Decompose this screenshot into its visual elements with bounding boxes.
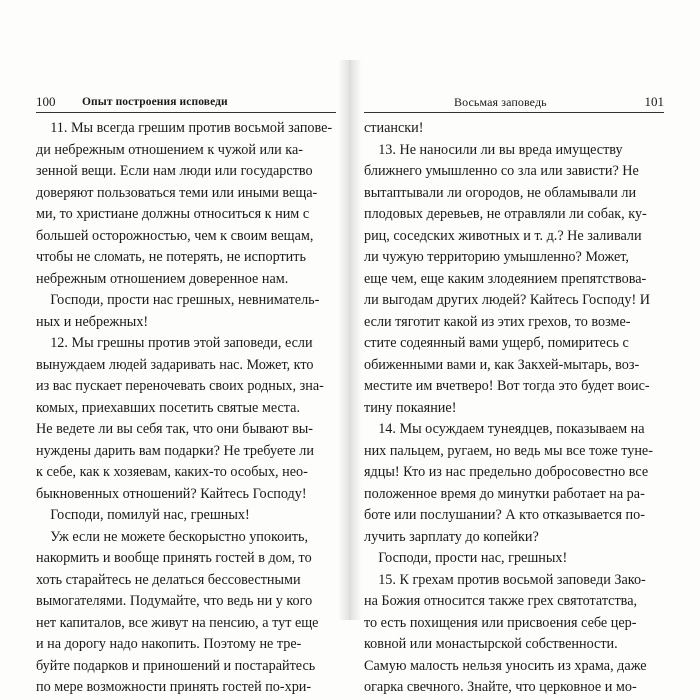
text-line: Уж если не можете бескорыстно упокоить, <box>36 528 309 545</box>
text-line: Господи, прости нас, грешных! <box>364 550 568 566</box>
text-line: плодовых деревьев, не отравляли ли собак, ку- <box>364 206 647 222</box>
text-line: хоть старайтесь не делаться бессовестными <box>36 571 301 588</box>
text-line: ли чужую территорию умышленно? Может, <box>364 249 629 265</box>
text-line: ковной или монастырской собственности. <box>364 636 618 652</box>
text-line: то есть похищения или присвоения себе цер- <box>364 614 637 631</box>
page-number: 100 <box>36 94 56 109</box>
text-line: 15. К грехам против восьмой заповеди Зако- <box>364 571 646 588</box>
text-line: большей осторожностью, чем к своим вещам, <box>36 227 314 244</box>
running-head: Восьмая заповедь <box>454 95 547 109</box>
running-head: Опыт построения исповеди <box>82 96 228 108</box>
text-line: буйте подарков и приношений и постарайтесь <box>36 657 316 674</box>
text-line: лучить зарплату до копейки? <box>364 528 539 545</box>
text-line: быкновенных отношений? Кайтесь Господу! <box>36 485 307 502</box>
text-line: них пальцем, ругаем, но ведь мы все тоже туне- <box>364 442 653 459</box>
text-line: по мере возможности принять гостей по-хри- <box>36 679 312 695</box>
text-line: нуждены дарить вам подарки? Не требуете ли <box>36 442 314 459</box>
text-line: ми, то христиане должны относиться к ним с <box>36 206 310 222</box>
page-body-text <box>36 118 336 699</box>
text-line: небрежным отношением доверенное нам. <box>36 270 289 287</box>
right-page <box>350 0 700 700</box>
text-line: ядцы! Кто из нас предельно добросовестно все <box>364 464 649 480</box>
text-line: и на дорогу надо накопить. Поэтому не тре- <box>36 636 302 652</box>
text-line: тину покаяние! <box>364 399 457 416</box>
text-line: стите содеянный вами ущерб, помиритесь с <box>364 335 629 351</box>
text-line: огарка свечного. Знайте, что церковное и мо- <box>364 679 637 695</box>
text-line: 13. Не наносили ли вы вреда имуществу <box>364 141 623 158</box>
text-line: вытаптывали ли огородов, не обламывали ли <box>364 184 637 201</box>
text-line: Не ведете ли вы себя так, что они бывают вы- <box>36 421 314 437</box>
text-line: нет капиталов, все живут на пенсию, а тут еще <box>36 614 319 631</box>
text-line: 14. Мы осуждаем тунеядцев, показываем на <box>364 421 645 437</box>
text-line: из вас пускает переночевать своих родных, зна- <box>36 378 324 394</box>
text-line: ли выгодам других людей? Кайтесь Господу! И <box>364 292 650 308</box>
text-line: боте или послушании? А кто отказывается по- <box>364 507 645 523</box>
text-line: Господи, прости нас грешных, невниматель- <box>36 292 320 308</box>
text-line: доверяют пользоваться теми или иными веща- <box>36 184 318 201</box>
text-line: комых, приехавших посетить святые места. <box>36 399 301 416</box>
text-line: обиженными вами и, как Закхей-мытарь, воз- <box>364 356 640 373</box>
text-line: зенной вещи. Если нам люди или государство <box>36 163 313 179</box>
header-rule <box>36 112 336 113</box>
text-line: Самую малость нельзя уносить из храма, даже <box>364 657 647 674</box>
text-line: ближнего умышленно со зла или зависти? Не <box>364 163 639 179</box>
text-line: 11. Мы всегда грешим против восьмой запове- <box>36 120 333 136</box>
page-body-text <box>364 118 664 699</box>
text-line: к себе, как к хозяевам, каких-то особых, нео- <box>36 464 308 480</box>
text-line: местите им вчетверо! Вот тогда это будет воис- <box>364 378 650 394</box>
text-line: еще чем, еще каким злодеянием препятствова- <box>364 270 647 287</box>
text-line: положенное время до минутки работает на ра- <box>364 485 645 502</box>
text-line: вынуждаем людей задаривать нас. Может, кто <box>36 356 314 373</box>
text-line: стиански! <box>364 120 424 136</box>
header-rule <box>364 112 664 113</box>
text-line: Господи, помилуй нас, грешных! <box>36 507 250 523</box>
text-line: на Божия относится также грех святотатства, <box>364 593 638 609</box>
text-line: ди небрежным отношением к чужой или ка- <box>36 141 304 158</box>
text-line: 12. Мы грешны против этой заповеди, если <box>36 335 313 351</box>
text-line: накормить и вообще принять гостей в дом, то <box>36 550 312 566</box>
text-line: ных и небрежных! <box>36 313 149 330</box>
text-line: вымогателями. Подумайте, что ведь ни у кого <box>36 593 313 609</box>
left-page-header <box>36 93 336 111</box>
right-page-header <box>364 93 664 111</box>
text-line: чтобы не сломать, не потерять, не испортить <box>36 249 306 265</box>
text-line: если тяготит какой из этих грехов, то возме- <box>364 313 631 330</box>
text-line: риц, соседских животных и т. д.? Не заливали <box>364 227 642 244</box>
page-number: 101 <box>644 94 664 109</box>
